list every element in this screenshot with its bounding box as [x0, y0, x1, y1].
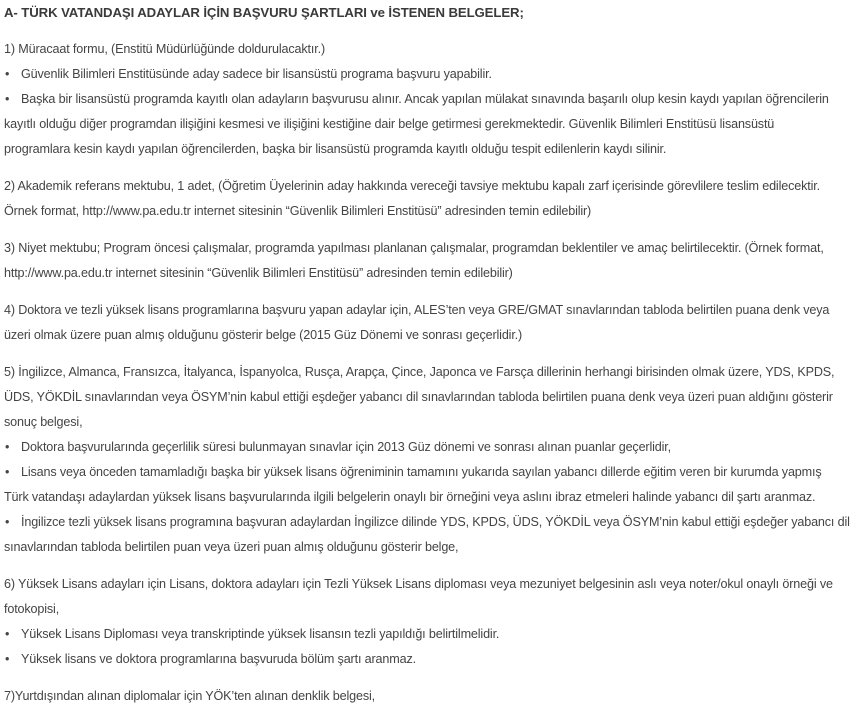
bullet-icon: • — [5, 515, 10, 529]
bullet-text-line: İngilizce tezli yüksek lisans programına başvuran adaylardan İngilizce dilinde YDS, KPDS, ÜDS, YÖKDİL veya ÖSYM’nin kabul ettiği eşdeğer yabancı dil — [21, 515, 850, 529]
requirement-item — [4, 37, 851, 162]
bullet-text-line: programlara kesin kaydı yapılan öğrencilerden, başka bir lisansüstü programda kayıtlı olduğu tespit edilenlerin kaydı silinir. — [4, 142, 667, 156]
requirement-text-line: http://www.pa.edu.tr internet sitesinin “Güvenlik Bilimleri Enstitüsü” adresinden temin edilebilir) — [4, 266, 513, 280]
bullet-item — [4, 87, 851, 162]
bullet-text-line: sınavlarından tabloda belirtilen puan veya üzeri puan almış olduğunu gösterir belge, — [4, 540, 459, 554]
bullet-text-line: Yüksek Lisans Diploması veya transkriptinde yüksek lisansın tezli yapıldığı belirtilmelidir. — [21, 627, 500, 641]
bullet-text-line: Türk vatandaşı adaylardan yüksek lisans başvurularında ilgili belgelerin onaylı bir örneğini veya aslını ibraz etmeleri halinde yabancı dil şartı aranmaz. — [4, 490, 816, 504]
bullet-text-line: kayıtlı olduğu diğer programdan ilişiğini kesmesi ve ilişiğini kestiğine dair belge getirmesi gerekmektedir. Güvenlik Bilimleri Enstitüsü lisansüstü — [4, 117, 775, 131]
bullet-item — [4, 622, 851, 647]
requirement-text-line: üzeri olmak üzere puan almış olduğunu gösterir belge (2015 Güz Dönemi ve sonrası geçerlidir.) — [4, 328, 523, 342]
requirement-text-line: sonuç belgesi, — [4, 415, 83, 429]
requirement-text-line: fotokopisi, — [4, 602, 60, 616]
requirement-item — [4, 298, 851, 348]
requirement-item — [4, 360, 851, 560]
requirement-item — [4, 684, 851, 709]
requirement-text-line: ÜDS, YÖKDİL sınavlarından veya ÖSYM’nin kabul ettiği eşdeğer yabancı dil sınavlarından tabloda belirtilen puana denk veya üzeri puan aldığını gösterir — [4, 390, 833, 404]
requirement-text-line: 6) Yüksek Lisans adayları için Lisans, doktora adayları için Tezli Yüksek Lisans diploması veya mezuniyet belgesinin aslı veya noter/okul onaylı örneği ve — [4, 577, 833, 591]
bullet-text-line: Güvenlik Bilimleri Enstitüsünde aday sadece bir lisansüstü programa başvuru yapabilir. — [21, 67, 492, 81]
bullet-icon: • — [5, 627, 10, 641]
bullet-item — [4, 647, 851, 672]
requirement-text-line: 4) Doktora ve tezli yüksek lisans programlarına başvuru yapan adaylar için, ALES’ten veya GRE/GMAT sınavlarından tabloda belirtilen puana denk veya — [4, 303, 830, 317]
requirements-list — [4, 37, 851, 709]
bullet-item — [4, 435, 851, 460]
document-heading: A- TÜRK VATANDAŞI ADAYLAR İÇİN BAŞVURU ŞARTLARI ve İSTENEN BELGELER; — [4, 5, 524, 20]
requirement-item — [4, 572, 851, 672]
bullet-icon: • — [5, 465, 10, 479]
bullet-text-line: Başka bir lisansüstü programda kayıtlı olan adayların başvurusu alınır. Ancak yapılan mülakat sınavında başarılı olup kesin kaydı yapılan öğrencilerin — [21, 92, 829, 106]
requirement-text-line: 1) Müracaat formu, (Enstitü Müdürlüğünde doldurulacaktır.) — [4, 42, 325, 56]
bullet-item — [4, 460, 851, 510]
requirement-text-line: 5) İngilizce, Almanca, Fransızca, İtalyanca, İspanyolca, Rusça, Arapça, Çince, Japonca ve Farsça dillerinin herhangi birisinden olmak üzere, YDS, KPDS, — [4, 365, 835, 379]
bullet-icon: • — [5, 652, 10, 666]
bullet-text-line: Doktora başvurularında geçerlilik süresi bulunmayan sınavlar için 2013 Güz dönemi ve sonrası alınan puanlar geçerlidir, — [21, 440, 671, 454]
bullet-text-line: Lisans veya önceden tamamladığı başka bir yüksek lisans öğreniminin tamamını yukarıda sayılan yabancı dillerde eğitim veren bir kurumda yapmış — [21, 465, 822, 479]
requirement-text-line: Örnek format, http://www.pa.edu.tr internet sitesinin “Güvenlik Bilimleri Enstitüsü” adresinden temin edilebilir) — [4, 204, 592, 218]
requirement-item — [4, 174, 851, 224]
bullet-item — [4, 62, 851, 87]
bullet-text-line: Yüksek lisans ve doktora programlarına başvuruda bölüm şartı aranmaz. — [21, 652, 416, 666]
bullet-icon: • — [5, 67, 10, 81]
requirement-text-line: 7)Yurtdışından alınan diplomalar için YÖK’ten alınan denklik belgesi, — [4, 689, 375, 703]
bullet-icon: • — [5, 92, 10, 106]
bullet-icon: • — [5, 440, 10, 454]
requirement-text-line: 2) Akademik referans mektubu, 1 adet, (Öğretim Üyelerinin aday hakkında vereceği tavsiye mektubu kapalı zarf içerisinde görevlilere teslim edilecektir. — [4, 179, 820, 193]
bullet-item — [4, 510, 851, 560]
requirement-text-line: 3) Niyet mektubu; Program öncesi çalışmalar, programda yapılması planlanan çalışmalar, programdan beklentiler ve amaç belirtilecektir. (Örnek format, — [4, 241, 824, 255]
requirement-item — [4, 236, 851, 286]
